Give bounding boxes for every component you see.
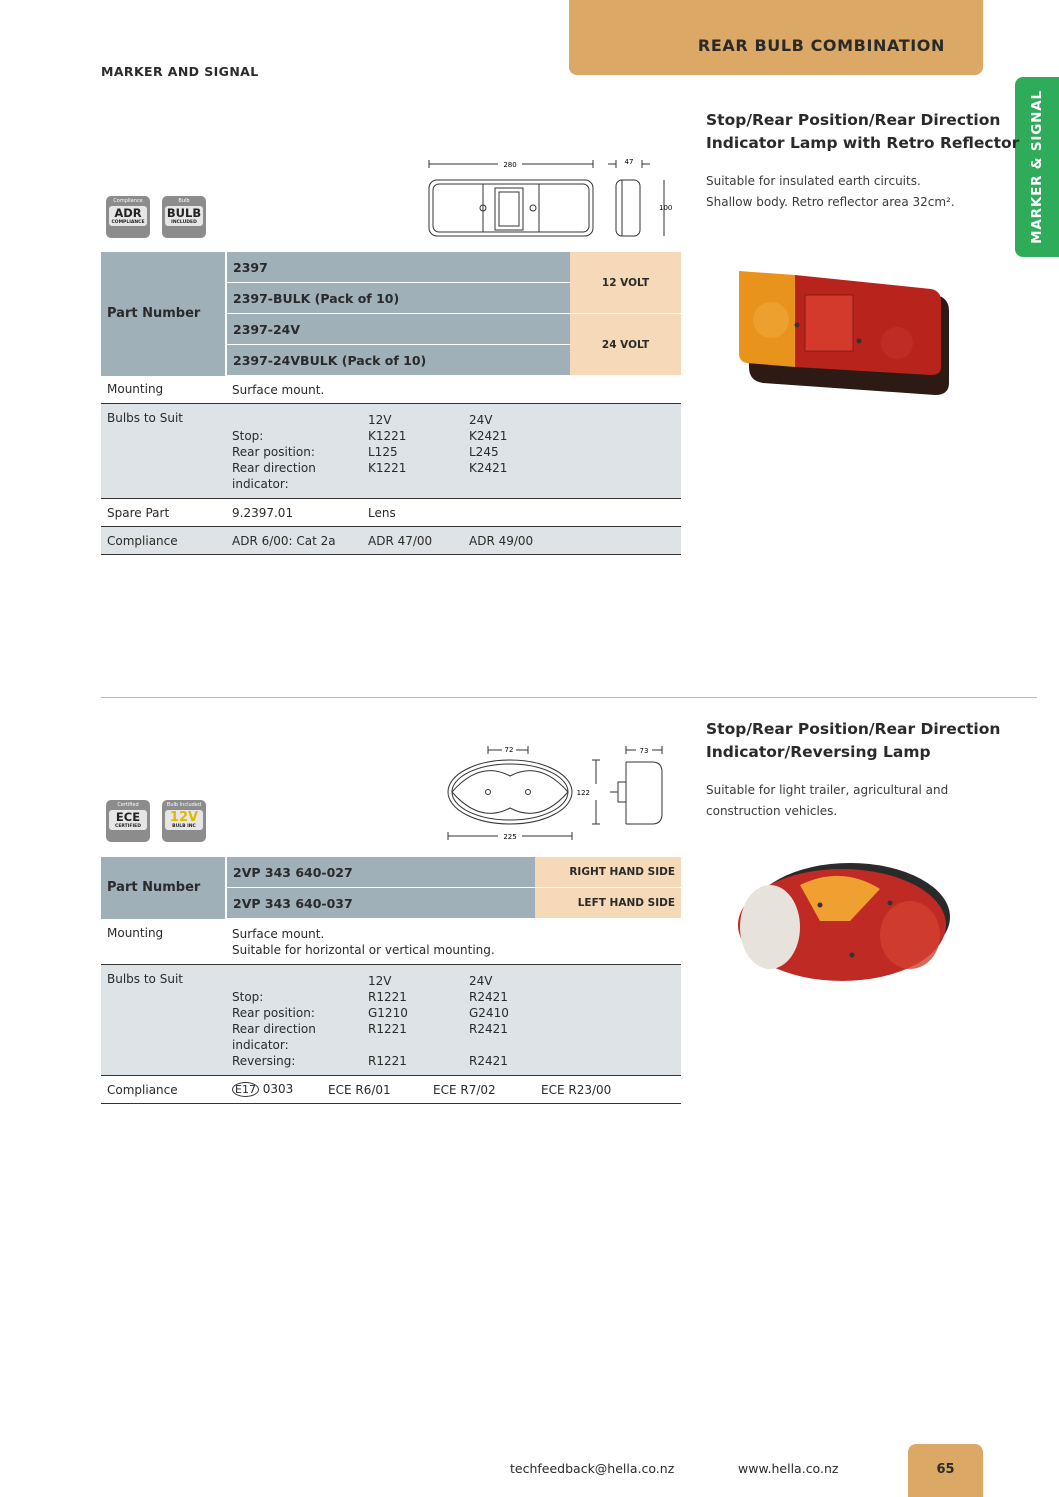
mounting-label: Mounting bbox=[101, 919, 226, 965]
part-number-2397-24v: 2397-24V bbox=[226, 314, 570, 345]
section-divider bbox=[101, 697, 1037, 698]
footer-email[interactable]: techfeedback@hella.co.nz bbox=[510, 1461, 675, 1476]
volt-24-label: 24 VOLT bbox=[570, 314, 681, 376]
product1-lamp-photo bbox=[735, 265, 955, 400]
header-tab-title: REAR BULB COMBINATION bbox=[697, 36, 945, 55]
e-mark-icon: E17 bbox=[232, 1082, 259, 1097]
header-tab bbox=[569, 0, 983, 75]
spare-part-desc: Lens bbox=[362, 499, 681, 527]
left-hand-side-label: LEFT HAND SIDE bbox=[535, 888, 681, 919]
dim-width: 225 bbox=[503, 833, 517, 841]
spare-part-number: 9.2397.01 bbox=[226, 499, 362, 527]
mounting-value: Surface mount. Suitable for horizontal or vertical mounting. bbox=[226, 919, 681, 965]
product2-lamp-photo bbox=[730, 855, 960, 990]
part-number-2397: 2397 bbox=[226, 252, 570, 283]
dim-depth: 73 bbox=[639, 747, 649, 755]
product1-dimension-drawing bbox=[420, 150, 680, 245]
product2-title: Stop/Rear Position/Rear Direction Indicator/Reversing Lamp bbox=[706, 720, 1001, 761]
volt-12-label: 12 VOLT bbox=[570, 252, 681, 314]
product1-spec-table bbox=[101, 252, 681, 555]
compliance-adr6: ADR 6/00: Cat 2a bbox=[226, 527, 362, 555]
part-number-label: Part Number bbox=[101, 252, 226, 376]
part-number-2397-bulk: 2397-BULK (Pack of 10) bbox=[226, 283, 570, 314]
part-number-027: 2VP 343 640-027 bbox=[226, 857, 535, 888]
product2-dimension-drawing bbox=[440, 740, 680, 850]
page-number-tab bbox=[908, 1444, 983, 1497]
right-hand-side-label: RIGHT HAND SIDE bbox=[535, 857, 681, 888]
part-number-037: 2VP 343 640-037 bbox=[226, 888, 535, 919]
product2-badges bbox=[106, 800, 206, 842]
dim-height: 100 bbox=[659, 204, 673, 212]
bulbs-grid: 12V 24V Stop: K1221 K2421 Rear position: L125 L245 Rear direction indicator: K1221 K2421 bbox=[232, 413, 508, 491]
side-section-tab[interactable] bbox=[1015, 77, 1059, 257]
bulb-included-badge: Bulb BULB INCLUDED bbox=[162, 196, 206, 238]
page-number: 65 bbox=[936, 1462, 955, 1477]
spare-part-label: Spare Part bbox=[101, 499, 226, 527]
mounting-label: Mounting bbox=[101, 376, 226, 404]
compliance-adr49: ADR 49/00 bbox=[463, 527, 681, 555]
dim-width: 280 bbox=[503, 161, 517, 169]
footer-website[interactable]: www.hella.co.nz bbox=[738, 1461, 839, 1476]
product1-title: Stop/Rear Position/Rear Direction Indicator Lamp with Retro Reflector bbox=[706, 111, 1020, 152]
compliance-r7: ECE R7/02 bbox=[427, 1076, 535, 1104]
bulbs-label: Bulbs to Suit bbox=[101, 404, 226, 499]
dim-depth: 47 bbox=[624, 158, 634, 166]
compliance-r6: ECE R6/01 bbox=[322, 1076, 427, 1104]
product2-description: Suitable for light trailer, agricultural and construction vehicles. bbox=[706, 783, 949, 818]
bulbs-grid: 12V 24V Stop: R1221 R2421 Rear position: G1210 G2410 Rear direction indicator: R1221 R2421 Reversing: R1221 R2421 bbox=[232, 974, 509, 1068]
part-number-label: Part Number bbox=[101, 857, 226, 919]
product1-description: Suitable for insulated earth circuits. Shallow body. Retro reflector area 32cm². bbox=[706, 174, 955, 209]
dim-height: 122 bbox=[576, 789, 590, 797]
bulb-12v-included-badge: Bulb Included 12V BULB INC bbox=[162, 800, 206, 842]
product1-badges bbox=[106, 196, 206, 238]
compliance-adr47: ADR 47/00 bbox=[362, 527, 463, 555]
bulbs-label: Bulbs to Suit bbox=[101, 965, 226, 1076]
side-section-tab-label: MARKER & SIGNAL bbox=[1029, 90, 1045, 244]
compliance-r23: ECE R23/00 bbox=[535, 1076, 681, 1104]
adr-compliance-badge: Compliance ADR COMPLIANCE bbox=[106, 196, 150, 238]
compliance-e17: E17 0303 bbox=[226, 1076, 322, 1104]
product2-spec-table bbox=[101, 857, 681, 1104]
compliance-label: Compliance bbox=[101, 527, 226, 555]
part-number-2397-24vbulk: 2397-24VBULK (Pack of 10) bbox=[226, 345, 570, 376]
section-label: MARKER AND SIGNAL bbox=[101, 64, 259, 79]
dim-top: 72 bbox=[504, 746, 514, 754]
compliance-label: Compliance bbox=[101, 1076, 226, 1104]
mounting-value: Surface mount. bbox=[226, 376, 681, 404]
ece-certified-badge: Certified ECE CERTIFIED bbox=[106, 800, 150, 842]
